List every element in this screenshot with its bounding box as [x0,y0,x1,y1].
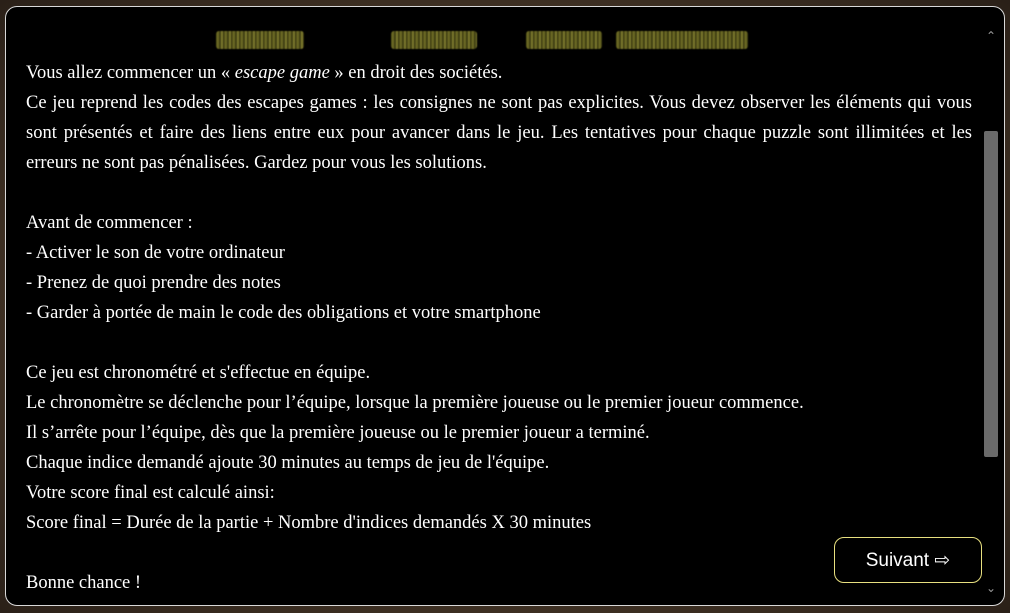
spacer [26,538,972,568]
rules-paragraph: Ce jeu reprend les codes des escapes games : les consignes ne sont pas explicites. Vous devez observer les éléments qui vous sont présentés et faire des liens entre eux pour avancer dans le jeu. Les tentatives pour chaque puzzle sont illimitées et les erreurs ne sont pas pénalisées. Gardez pour vous les solutions. [26,93,972,173]
intro-line: Vous allez commencer un « escape game » en droit des sociétés. [26,63,503,83]
next-button[interactable]: Suivant ⇨ [834,537,982,583]
scroll-down-icon[interactable]: ⌄ [985,581,997,595]
timing-line: Chaque indice demandé ajoute 30 minutes au temps de jeu de l'équipe. [26,453,550,473]
instructions-text [26,58,972,598]
list-item: - Activer le son de votre ordinateur [26,243,285,263]
timing-line: Votre score final est calculé ainsi: [26,483,275,503]
closing-text: Bonne chance ! [26,573,142,593]
scroll-up-icon[interactable]: ⌃ [985,29,997,43]
timing-line: Ce jeu est chronométré et s'effectue en équipe. [26,363,371,383]
banner-word [526,31,602,49]
list-item: - Prenez de quoi prendre des notes [26,273,281,293]
timing-line: Le chronomètre se déclenche pour l’équipe, lorsque la première joueuse ou le premier joueur commence. [26,393,804,413]
escape-game-emphasis: escape game [234,63,330,83]
list-item: - Garder à portée de main le code des obligations et votre smartphone [26,303,541,323]
score-formula: Score final = Durée de la partie + Nombre d'indices demandés X 30 minutes [26,513,592,533]
spacer [26,328,972,358]
spacer [26,178,972,208]
banner-word [616,31,748,49]
scroll-thumb[interactable] [984,131,998,457]
intro-dialog [5,6,1005,606]
vertical-scrollbar[interactable] [982,27,1000,597]
banner-word [216,31,304,49]
timing-line: Il s’arrête pour l’équipe, dès que la première joueuse ou le premier joueur a terminé. [26,423,650,443]
banner-word [391,31,477,49]
title-banner-image [206,19,766,63]
before-start-heading: Avant de commencer : [26,213,193,233]
